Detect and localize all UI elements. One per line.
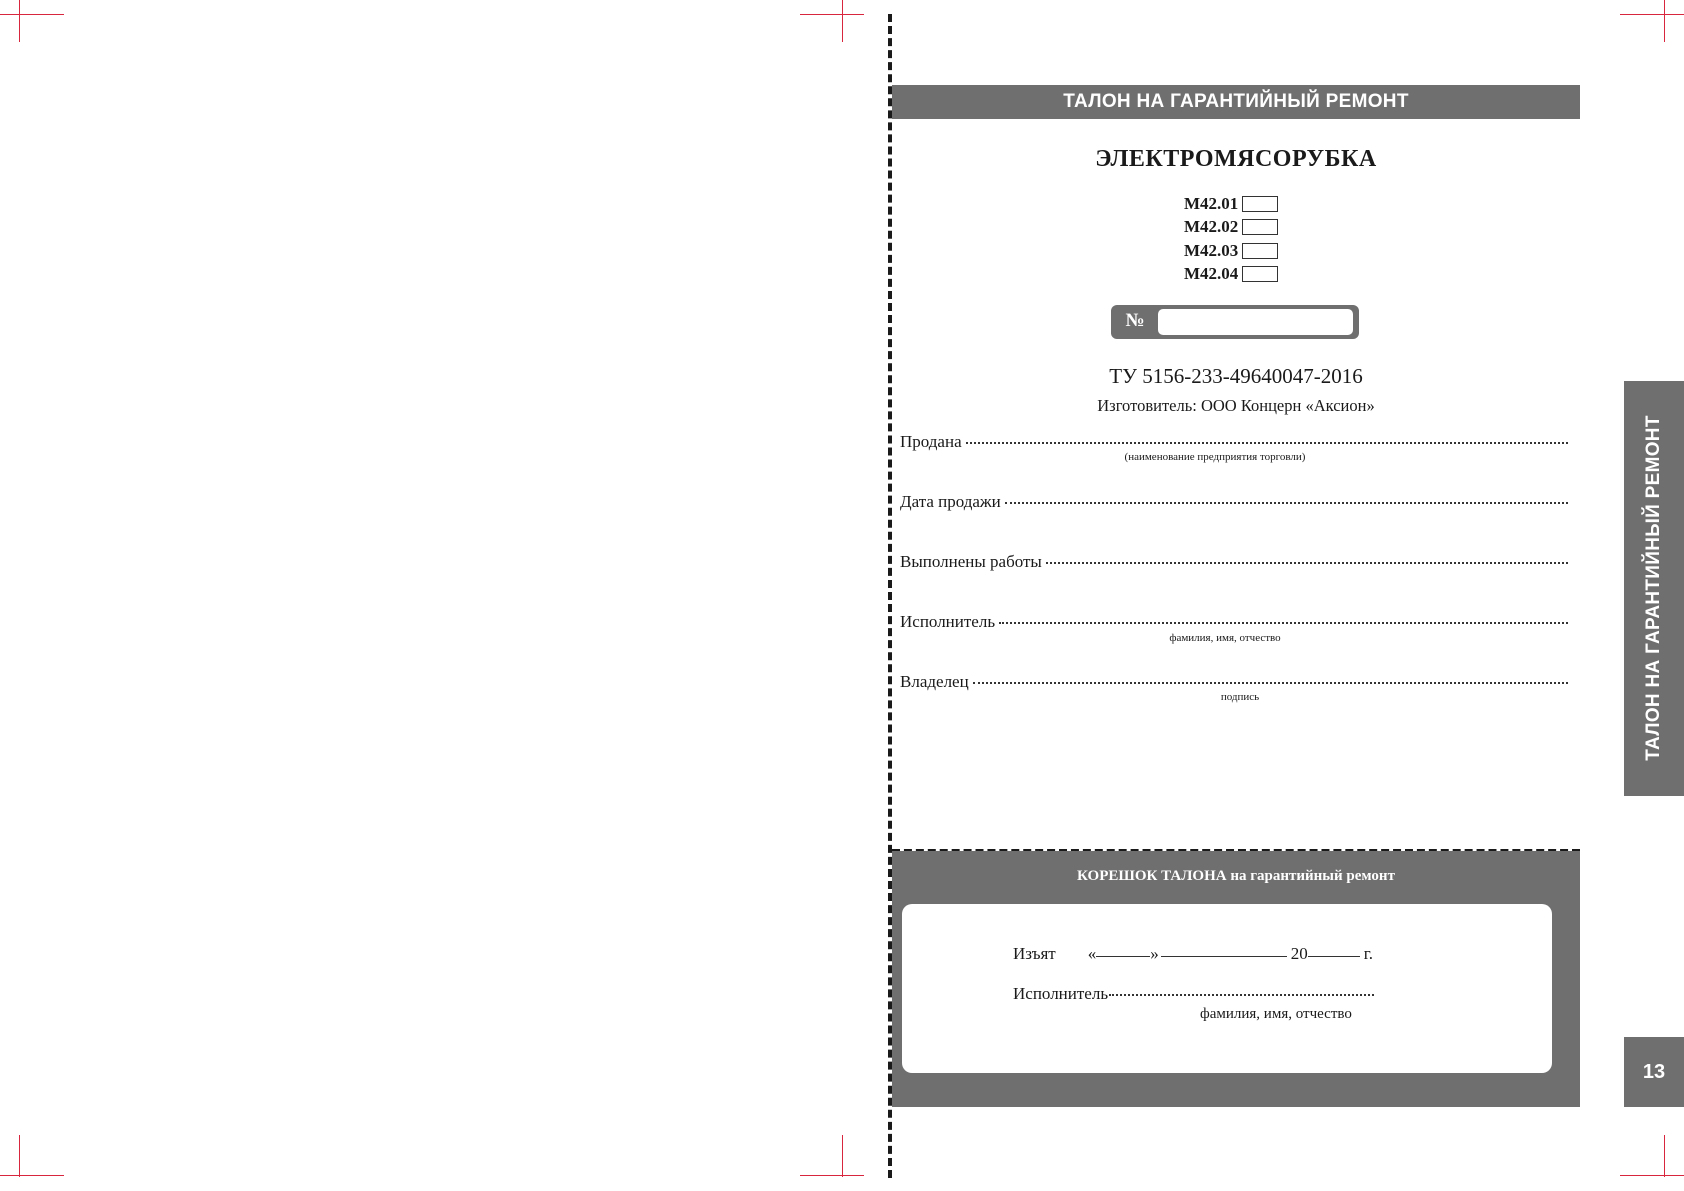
- field-sale-date[interactable]: [900, 492, 1568, 512]
- model-label: М42.04: [1184, 264, 1239, 284]
- month-blank[interactable]: [1161, 956, 1287, 957]
- warranty-stub: [892, 851, 1580, 1107]
- field-label: Выполнены работы: [900, 552, 1042, 571]
- field-label: Дата продажи: [900, 492, 1001, 511]
- year-prefix: 20: [1290, 944, 1308, 963]
- stub-title: КОРЕШОК ТАЛОНА на гарантийный ремонт: [1077, 868, 1395, 884]
- crop-mark: [842, 1135, 843, 1177]
- crop-mark: [19, 0, 20, 42]
- model-row: [1184, 216, 1278, 240]
- crop-mark: [842, 0, 843, 42]
- field-hint: фамилия, имя, отчество: [1169, 632, 1281, 644]
- serial-number-field: [1111, 305, 1359, 339]
- year-suffix: г.: [1363, 944, 1374, 963]
- model-row: [1184, 239, 1278, 263]
- stub-performer-hint: фамилия, имя, отчество: [1200, 1006, 1352, 1022]
- dotted-line: [966, 442, 1568, 444]
- crop-mark: [1620, 1175, 1684, 1176]
- dotted-line: [1005, 502, 1568, 504]
- dotted-line: [973, 682, 1568, 684]
- number-sign: №: [1125, 310, 1145, 331]
- model-row: [1184, 263, 1278, 287]
- crop-mark: [1664, 0, 1665, 42]
- quote-open: «: [1087, 944, 1097, 963]
- side-tab: [1624, 381, 1684, 796]
- field-performer[interactable]: [900, 612, 1568, 632]
- dotted-line: [999, 622, 1568, 624]
- stub-card: [902, 904, 1552, 1073]
- field-label: Продана: [900, 432, 962, 451]
- field-label: Владелец: [900, 672, 969, 691]
- crop-mark: [800, 14, 864, 15]
- side-tab-label: ТАЛОН НА ГАРАНТИЙНЫЙ РЕМОНТ: [1643, 415, 1664, 761]
- field-hint: подпись: [1220, 691, 1260, 703]
- model-list: [1184, 192, 1278, 286]
- product-title: ЭЛЕКТРОМЯСОРУБКА: [1095, 146, 1377, 172]
- year-blank[interactable]: [1308, 956, 1360, 957]
- warranty-header: ТАЛОН НА ГАРАНТИЙНЫЙ РЕМОНТ: [892, 85, 1580, 119]
- stub-performer-row: [1013, 984, 1374, 1004]
- stub-performer-label: Исполнитель: [1013, 984, 1109, 1003]
- model-checkbox[interactable]: [1242, 266, 1278, 282]
- crop-mark: [1620, 14, 1684, 15]
- manufacturer: Изготовитель: ООО Концерн «Аксион»: [1097, 396, 1375, 415]
- serial-number-input[interactable]: [1158, 309, 1353, 335]
- spec-code: ТУ 5156-233-49640047-2016: [1109, 364, 1363, 388]
- field-work-done[interactable]: [900, 552, 1568, 572]
- withdrawn-row: [1013, 944, 1373, 964]
- model-checkbox[interactable]: [1242, 219, 1278, 235]
- day-blank[interactable]: [1096, 956, 1150, 957]
- field-label: Исполнитель: [900, 612, 996, 631]
- dotted-line[interactable]: [1109, 994, 1374, 996]
- field-sold[interactable]: [900, 432, 1568, 452]
- dotted-line: [1046, 562, 1568, 564]
- model-checkbox[interactable]: [1242, 196, 1278, 212]
- crop-mark: [0, 1175, 64, 1176]
- model-row: [1184, 192, 1278, 216]
- crop-mark: [800, 1175, 864, 1176]
- model-label: М42.03: [1184, 240, 1239, 260]
- quote-close: »: [1150, 944, 1159, 963]
- withdrawn-label: Изъят: [1013, 944, 1056, 963]
- field-hint: (наименование предприятия торговли): [1124, 451, 1306, 463]
- model-checkbox[interactable]: [1242, 243, 1278, 259]
- model-label: М42.02: [1184, 217, 1239, 237]
- crop-mark: [19, 1135, 20, 1177]
- page-number: 13: [1624, 1037, 1684, 1107]
- crop-mark: [1664, 1135, 1665, 1177]
- crop-mark: [0, 14, 64, 15]
- model-label: М42.01: [1184, 193, 1239, 213]
- field-owner[interactable]: [900, 672, 1568, 692]
